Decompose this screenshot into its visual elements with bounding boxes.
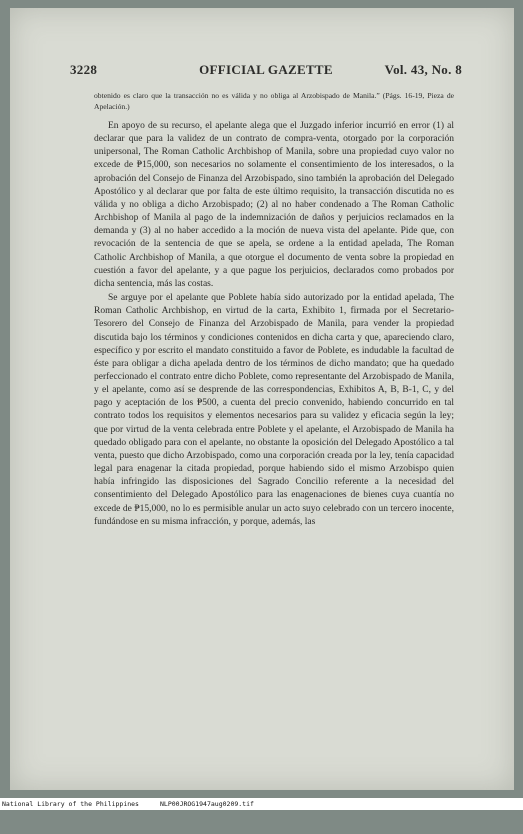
paragraph-2: Se arguye por el apelante que Poblete había sido autorizado por la entidad apelada, The Roman Catholic Archbishop, en virtud de la carta, Exhibito 1, firmada por el Secretario-Tesorero del Consejo de Finanza del Arzobispado de Manila, para vender la propiedad discutida bajo los términos y condiciones contenidos en dicha carta y que, apareciendo claro, específico y por escrito el mandato constituido a favor de Poblete, es indudable la facultad de éste para obligar a dicha apelada dentro de los términos de dicho mandato; que ha quedado perfeccionado el contrato entre dicho Poblete, como representante del Arzobispado de Manila, y el apelante, como así se desprende de las correspondencias, Exhibitos A, B, B-1, C, y del pago y aceptación de los ₱500, a cuenta del precio convenido, habiendo concurrido en tal contrato todos los requisitos y elementos necesarios para su validez y eficacia según la ley; que por virtud de la venta celebrada entre Poblete y el apelante, el Arzobispado de Manila ha quedado obligado para con el apelante, no obstante la oposición del Delegado Apostólico a tal venta, puesto que dicho Arzobispado, como una corporación creada por la ley, tenía capacidad legal para enagenar la citada propiedad, porque habiendo sido el mismo Arzobispo quien había infringido las disposiciones del Sagrado Concilio referente a la necesidad del consentimiento del Delegado Apostólico para las enagenaciones de bienes cuya cuantía no excede de ₱15,000, no lo es permisible anular un acto suyo celebrado con un tercero inocente, fundándose en su misma infracción, y porque, además, las: [94, 293, 454, 527]
scan-filename: NLP00JROG1947aug0209.tif: [160, 800, 254, 808]
library-credit: National Library of the Philippines: [2, 800, 139, 808]
paragraph-1: En apoyo de su recurso, el apelante alega que el Juzgado inferior incurrió en error (1) al declarar que para la validez de un contrato de compra-venta, otorgado por la corporación unipersonal, The Roman Catholic Archbishop of Manila, sobre una propiedad cuyo valor no excede de ₱15,000, son necesarios no solamente el consentimiento de los interesados, o la aprobación del Consejo de Finanza del Arzobispado, sino también la aprobación del Delegado Apostólico y al declarar que por falta de este último requisito, la transacción discutida no es válida y no obliga a dicho Arzobispado; (2) al no haber condenado a The Roman Catholic Archbishop of Manila al pago de la indemnización de daños y perjuicios reclamados en la demanda y (3) al no haber accedido a la moción de nueva vista del apelante. Pide que, con revocación de la sentencia de que se apela, se ordene a la entidad apelada, The Roman Catholic Archbishop of Manila, a que otorgue el documento de venta sobre la propiedad en cuestión a favor del apelante, y a que pague los perjuicios, declarados como probados por dicha sentencia, más las costas.: [94, 121, 454, 289]
volume-issue: Vol. 43, No. 8: [384, 62, 462, 77]
article-body: [94, 90, 454, 530]
scan-footer: [0, 798, 523, 810]
block-quote: obtenido es claro que la transacción no es válida y no obliga al Arzobispado de Manila.” (Págs. 16-19, Pieza de Apelación.): [94, 91, 454, 111]
page-header: [70, 62, 462, 82]
page-number: 3228: [70, 62, 98, 77]
publication-title: OFFICIAL GAZETTE: [199, 62, 333, 77]
document-page: [10, 8, 514, 790]
